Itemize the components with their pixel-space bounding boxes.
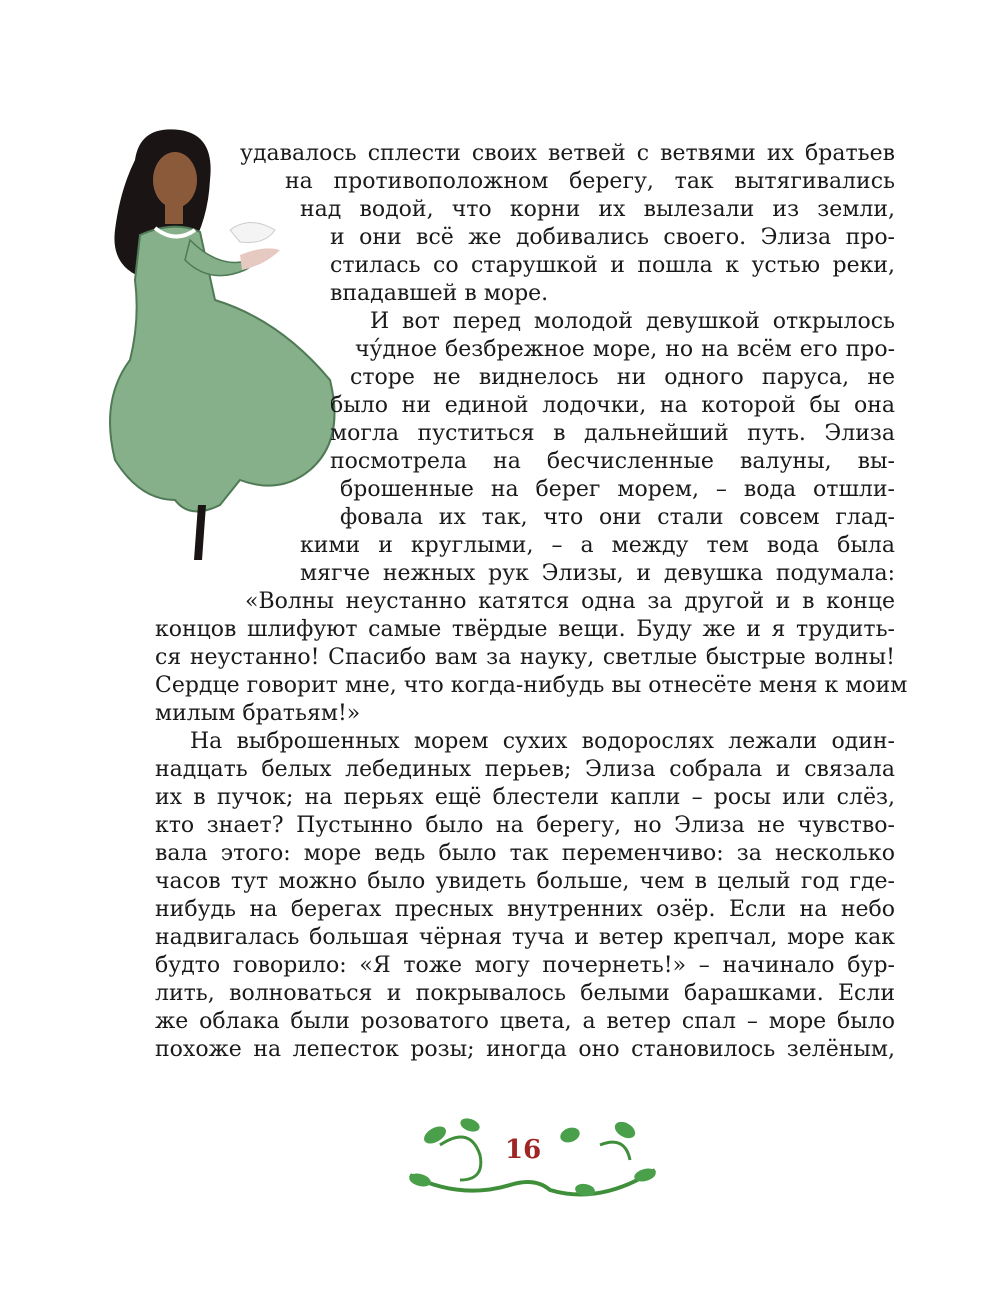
text-line: часов тут можно было увидеть больше, чем в целый год где- xyxy=(155,869,895,894)
text-line: похоже на лепесток розы; иногда оно становилось зелёным, xyxy=(155,1037,895,1062)
text-line: кто знает? Пустынно было на берегу, но Элиза не чувство- xyxy=(155,813,895,838)
leaf-icon xyxy=(612,1118,638,1141)
text-line: На выброшенных морем сухих водорослях лежали один- xyxy=(190,729,895,754)
text-line: Сердце говорит мне, что когда-нибудь вы отнесёте меня к моим xyxy=(155,673,908,698)
text-line: надвигалась большая чёрная туча и ветер крепчал, море как xyxy=(155,925,895,950)
text-line: стилась со старушкой и пошла к устью реки, xyxy=(330,253,895,278)
text-line: над водой, что корни их вылезали из земли, xyxy=(300,197,895,222)
leg xyxy=(194,505,206,560)
text-line: И вот перед молодой девушкой открылось xyxy=(370,309,895,334)
text-line: сторе не виднелось ни одного паруса, не xyxy=(350,365,895,390)
text-line: «Волны неустанно катятся одна за другой и в конце xyxy=(245,589,895,614)
text-line: мягче нежных рук Элизы, и девушка подумала: xyxy=(300,561,895,586)
text-line: впадавшей в море. xyxy=(330,281,549,306)
text-line: нибудь на берегах пресных внутренних озёр. Если на небо xyxy=(155,897,895,922)
text-line: надцать белых лебединых перьев; Элиза собрала и связала xyxy=(155,757,895,782)
text-line: кими и круглыми, – а между тем вода была xyxy=(300,533,895,558)
text-line: концов шлифуют самые твёрдые вещи. Буду же и я трудить- xyxy=(155,617,895,642)
vine-curl-icon xyxy=(440,1137,481,1180)
face xyxy=(153,152,197,208)
text-line: было ни единой лодочки, на которой бы она xyxy=(330,393,895,418)
text-line: будто говорило: «Я тоже могу почернеть!» – начинало бур- xyxy=(155,953,895,978)
leaf-icon xyxy=(558,1125,582,1145)
page-number: 16 xyxy=(505,1135,542,1165)
text-line: могла пуститься в дальнейший путь. Элиза xyxy=(330,421,895,446)
text-line: вала этого: море ведь было так переменчиво: за несколько xyxy=(155,841,895,866)
text-line: посмотрела на бесчисленные валуны, вы- xyxy=(330,449,895,474)
text-line: их в пучок; на перьях ещё блестели капли – росы или слёз, xyxy=(155,785,895,810)
text-line: удавалось сплести своих ветвей с ветвями их братьев xyxy=(240,141,895,166)
text-line: фовала их так, что они стали совсем глад- xyxy=(340,505,895,530)
text-line: чу́дное безбрежное море, но на всём его про- xyxy=(355,337,895,362)
text-line: же облака были розоватого цвета, а ветер спал – море было xyxy=(155,1009,895,1034)
vine-stem-icon xyxy=(410,1170,655,1195)
text-line: на противоположном берегу, так вытягивались xyxy=(285,169,895,194)
text-line: ся неустанно! Спасибо вам за науку, светлые быстрые волны! xyxy=(155,645,895,670)
text-line: лить, волноваться и покрывалось белыми барашками. Если xyxy=(155,981,895,1006)
text-line: и они всё же добивались своего. Элиза про- xyxy=(330,225,895,250)
text-line: брошенные на берег морем, – вода отшли- xyxy=(340,477,895,502)
text-line: милым братьям!» xyxy=(155,701,361,726)
leaf-icon xyxy=(459,1116,482,1134)
hand xyxy=(240,248,280,270)
neck xyxy=(165,202,183,224)
vine-curl-icon xyxy=(600,1142,630,1160)
feather-icon xyxy=(230,223,275,243)
